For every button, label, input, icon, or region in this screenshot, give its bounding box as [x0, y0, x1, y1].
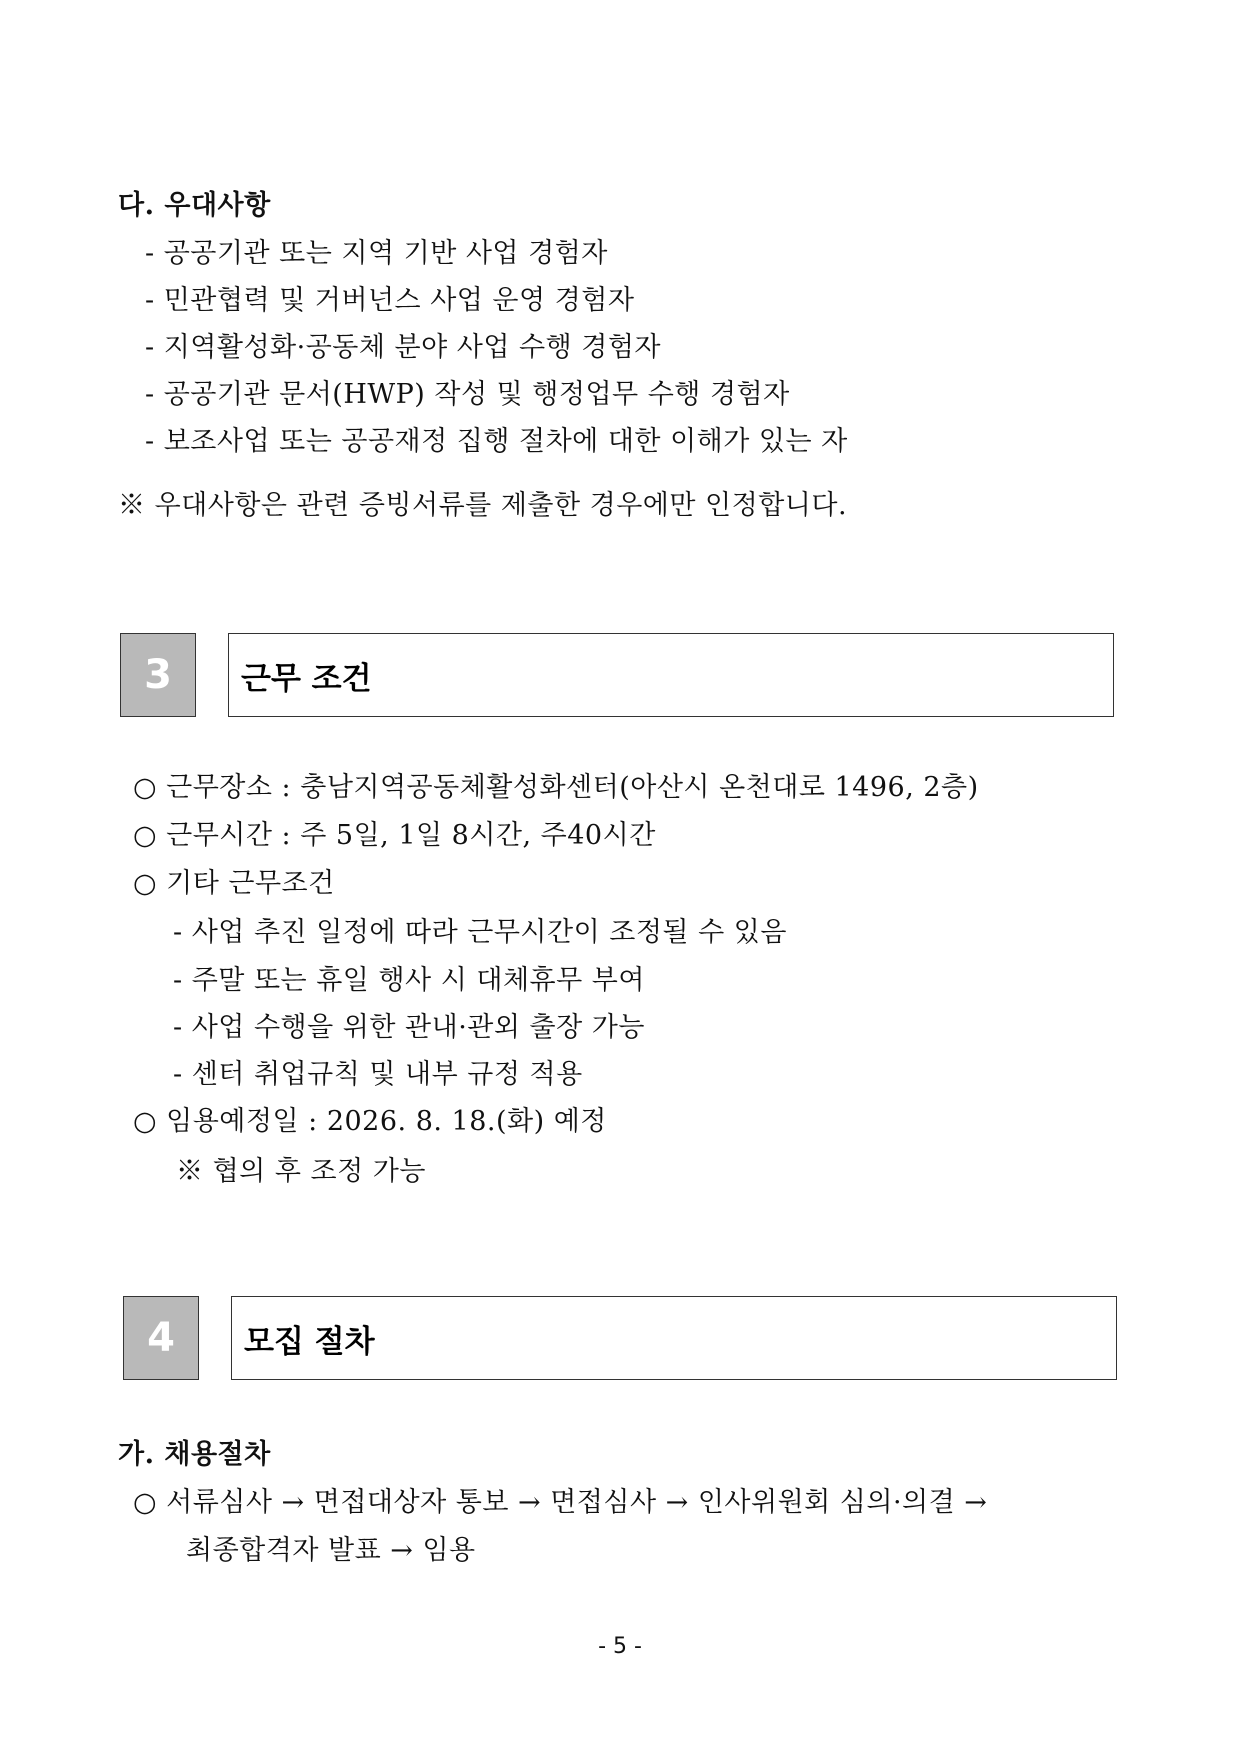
preferences-note: ※ 우대사항은 관련 증빙서류를 제출한 경우에만 인정합니다.	[118, 490, 848, 521]
preference-item: - 보조사업 또는 공공재정 집행 절차에 대한 이해가 있는 자	[145, 426, 848, 457]
procedure-line: ○ 서류심사 → 면접대상자 통보 → 면접심사 → 인사위원회 심의·의결 →	[133, 1487, 988, 1518]
procedure-line: 최종합격자 발표 → 임용	[186, 1535, 476, 1566]
procedure-subheading: 가. 채용절차	[118, 1439, 271, 1470]
preference-item: - 지역활성화·공동체 분야 사업 수행 경험자	[145, 332, 662, 363]
condition-item: - 사업 수행을 위한 관내·관외 출장 가능	[173, 1012, 645, 1043]
condition-item: - 센터 취업규칙 및 내부 규정 적용	[173, 1059, 583, 1090]
section-3-header	[120, 633, 1114, 717]
preferences-heading: 다. 우대사항	[118, 190, 271, 221]
work-location: ○ 근무장소 : 충남지역공동체활성화센터(아산시 온천대로 1496, 2층)	[133, 772, 979, 803]
preference-item: - 공공기관 또는 지역 기반 사업 경험자	[145, 238, 608, 269]
preference-item: - 공공기관 문서(HWP) 작성 및 행정업무 수행 경험자	[145, 379, 790, 410]
start-date: ○ 임용예정일 : 2026. 8. 18.(화) 예정	[133, 1106, 607, 1137]
page-number: - 5 -	[598, 1634, 642, 1659]
section-number: 3	[120, 633, 196, 717]
condition-item: - 사업 추진 일정에 따라 근무시간이 조정될 수 있음	[173, 917, 787, 948]
section-title: 모집 절차	[231, 1296, 1117, 1380]
condition-item: - 주말 또는 휴일 행사 시 대체휴무 부여	[173, 965, 645, 996]
preference-item: - 민관협력 및 거버넌스 사업 운영 경험자	[145, 285, 635, 316]
section-title: 근무 조건	[228, 633, 1114, 717]
section-4-header	[123, 1296, 1117, 1380]
section-number: 4	[123, 1296, 199, 1380]
work-hours: ○ 근무시간 : 주 5일, 1일 8시간, 주40시간	[133, 820, 656, 851]
start-date-note: ※ 협의 후 조정 가능	[176, 1156, 426, 1187]
other-conditions: ○ 기타 근무조건	[133, 868, 335, 899]
